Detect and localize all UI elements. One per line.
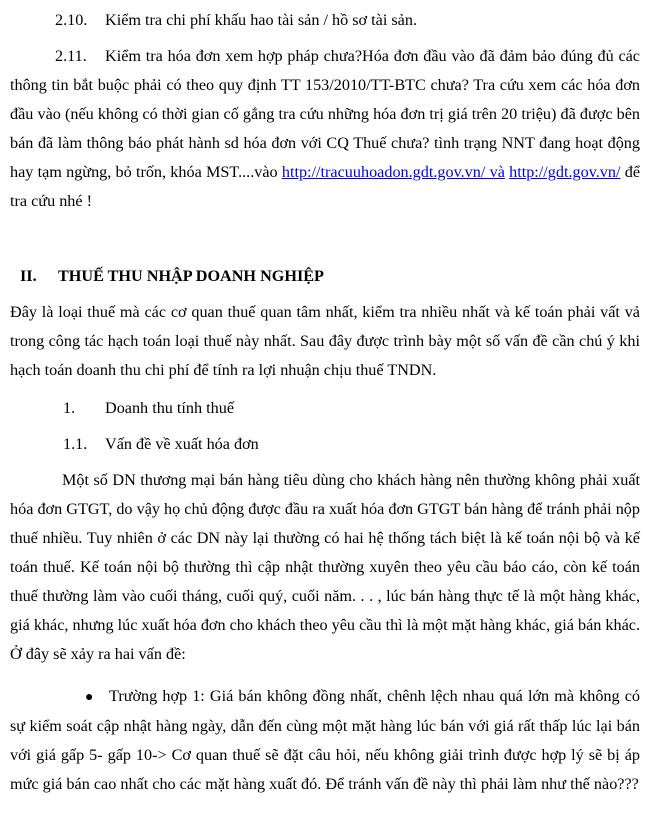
section-number: II. xyxy=(20,267,37,285)
item-2-10 xyxy=(10,6,640,35)
tracuuhoadon-link[interactable]: http://tracuuhoadon.gdt.gov.vn/ và xyxy=(281,163,505,181)
subsection-1-1-number: 1.1. xyxy=(63,435,88,453)
item-2-11-number: 2.11. xyxy=(55,47,87,65)
gdt-link[interactable]: http://gdt.gov.vn/ xyxy=(509,163,621,181)
item-2-11 xyxy=(10,42,640,216)
item-2-10-text: Kiểm tra chi phí khấu hao tài sản / hồ sơ tài sản. xyxy=(105,11,418,29)
subsection-1-1-title: Vấn đề về xuất hóa đơn xyxy=(105,435,259,453)
item-2-11-text: Kiểm tra hóa đơn xem hợp pháp chưa?Hóa đơn đầu vào đã đảm bảo đúng đủ các thông tin bắt buộc phải có theo quy định TT 153/2010/TT-BTC chưa? Tra cứu xem các hóa đơn đầu vào (nếu không có thời gian cố gắng tra cứu những hóa đơn trị giá trên 20 triệu) đã được bên bán đã làm thông báo phát hành sd hóa đơn với CQ Thuế chưa? tình trạng NNT đang hoạt động hay tạm ngừng, bỏ trốn, khóa MST....vào xyxy=(10,47,640,181)
item-2-11-tail: để tra cứu nhé ! xyxy=(10,163,641,210)
body-paragraph: Một số DN thương mại bán hàng tiêu dùng cho khách hàng nên thường không phải xuất hóa đơn GTGT, do vậy họ chủ động được đầu ra xuất hóa đơn GTGT bán hàng để tránh phải nộp thuế nhiều. Tuy nhiên ở các DN này lại thường có hai hệ thống tách biệt là kế toán nội bộ và kế toán thuế. Kế toán nội bộ thường thì cập nhật thường xuyên theo yêu cầu báo cáo, còn kế toán thuế thường làm vào cuối tháng, cuối quý, cuối năm. . . , lúc bán hàng thực tế là một hàng khác, giá khác, nhưng lúc xuất hóa đơn cho khách theo yêu cầu thì là một mặt hàng khác, giá bán khác. Ở đây sẽ xảy ra hai vấn đề: xyxy=(10,471,641,663)
bullet-icon: ● xyxy=(85,690,94,705)
intro-paragraph: Đây là loại thuế mà các cơ quan thuế quan tâm nhất, kiểm tra nhiều nhất và kế toán phải vất vả trong công tác hạch toán loại thuế này nhất. Sau đây được trình bày một số vấn đề cần chú ý khi hạch toán doanh thu chi phí để tính ra lợi nhuận chịu thuế TNDN. xyxy=(10,303,640,379)
bullet-item-1-text: Trường hợp 1: Giá bán không đồng nhất, chênh lệch nhau quá lớn mà không có sự kiểm soát cập nhật hàng ngày, dẫn đến cùng một mặt hàng lúc bán với giá rất thấp lúc lại bán với giá gấp 5- gấp 10-> Cơ quan thuế sẽ đặt câu hỏi, nếu không giải trình được hợp lý sẽ bị áp mức giá bán cao nhất cho các mặt hàng xuất đó. Để tránh vấn đề này thì phải làm như thế nào??? xyxy=(10,687,640,793)
subsection-1-title: Doanh thu tính thuế xyxy=(105,399,235,417)
subsection-1 xyxy=(63,394,234,423)
section-heading xyxy=(10,262,640,291)
subsection-1-1 xyxy=(63,430,259,459)
subsection-1-number: 1. xyxy=(63,399,76,417)
item-2-10-number: 2.10. xyxy=(55,11,88,29)
bullet-item-1 xyxy=(10,682,640,799)
section-title: THUẾ THU NHẬP DOANH NGHIỆP xyxy=(58,267,324,285)
